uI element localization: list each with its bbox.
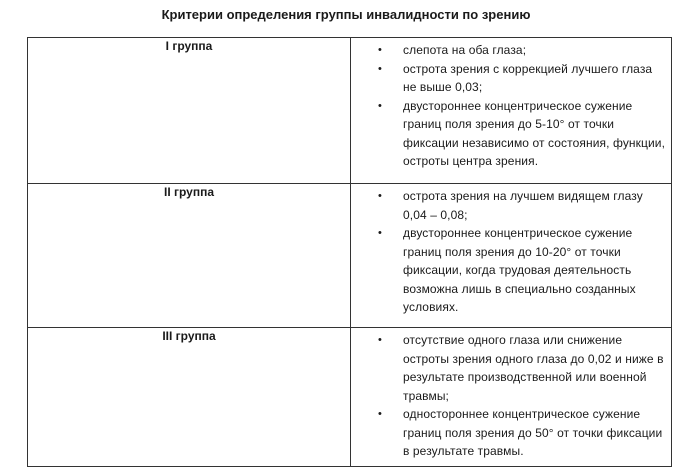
criteria-cell — [351, 184, 672, 328]
bullet-icon: • — [378, 227, 382, 239]
criteria-item — [351, 41, 665, 60]
criteria-cell — [351, 38, 672, 184]
criteria-text: одностороннее концентрическое сужение границ поля зрения до 50° от точки фиксации в результате травмы. — [403, 407, 663, 458]
bullet-icon: • — [378, 408, 382, 420]
criteria-table — [27, 37, 672, 467]
bullet-icon: • — [378, 334, 382, 346]
criteria-item — [351, 405, 665, 461]
criteria-item — [351, 331, 665, 405]
criteria-list — [351, 328, 671, 466]
criteria-list — [351, 184, 671, 322]
criteria-text: слепота на оба глаза; — [403, 43, 527, 57]
group-cell: II группа — [28, 184, 351, 328]
criteria-list — [351, 38, 671, 176]
criteria-item — [351, 224, 665, 317]
criteria-text: острота зрения с коррекцией лучшего глаза не выше 0,03; — [403, 61, 653, 94]
table-row — [28, 184, 672, 328]
table-row — [28, 328, 672, 467]
bullet-icon: • — [378, 62, 382, 75]
criteria-text: двустороннее концентрическое сужение границ поля зрения до 10-20° от точки фиксации, когда трудовая деятельность возможна лишь в специально созданных условиях. — [403, 226, 636, 314]
criteria-text: двустороннее концентрическое сужение границ поля зрения до 5-10° от точки фиксации независимо от состояния, функции, остроты центра зрения. — [403, 98, 666, 168]
group-cell: I группа — [28, 38, 351, 184]
table-row — [28, 38, 672, 184]
bullet-icon: • — [378, 190, 382, 202]
criteria-item — [351, 60, 665, 97]
criteria-text: отсутствие одного глаза или снижение остроты зрения одного глаза до 0,02 и ниже в результате производственной или военной травмы; — [403, 333, 664, 403]
criteria-item — [351, 97, 665, 171]
document-title: Критерии определения группы инвалидности по зрению — [161, 7, 531, 22]
bullet-icon: • — [378, 99, 382, 112]
criteria-item — [351, 187, 665, 224]
criteria-text: острота зрения на лучшем видящем глазу 0,04 – 0,08; — [403, 189, 643, 222]
bullet-icon: • — [378, 44, 382, 56]
criteria-cell — [351, 328, 672, 467]
group-cell: III группа — [28, 328, 351, 467]
